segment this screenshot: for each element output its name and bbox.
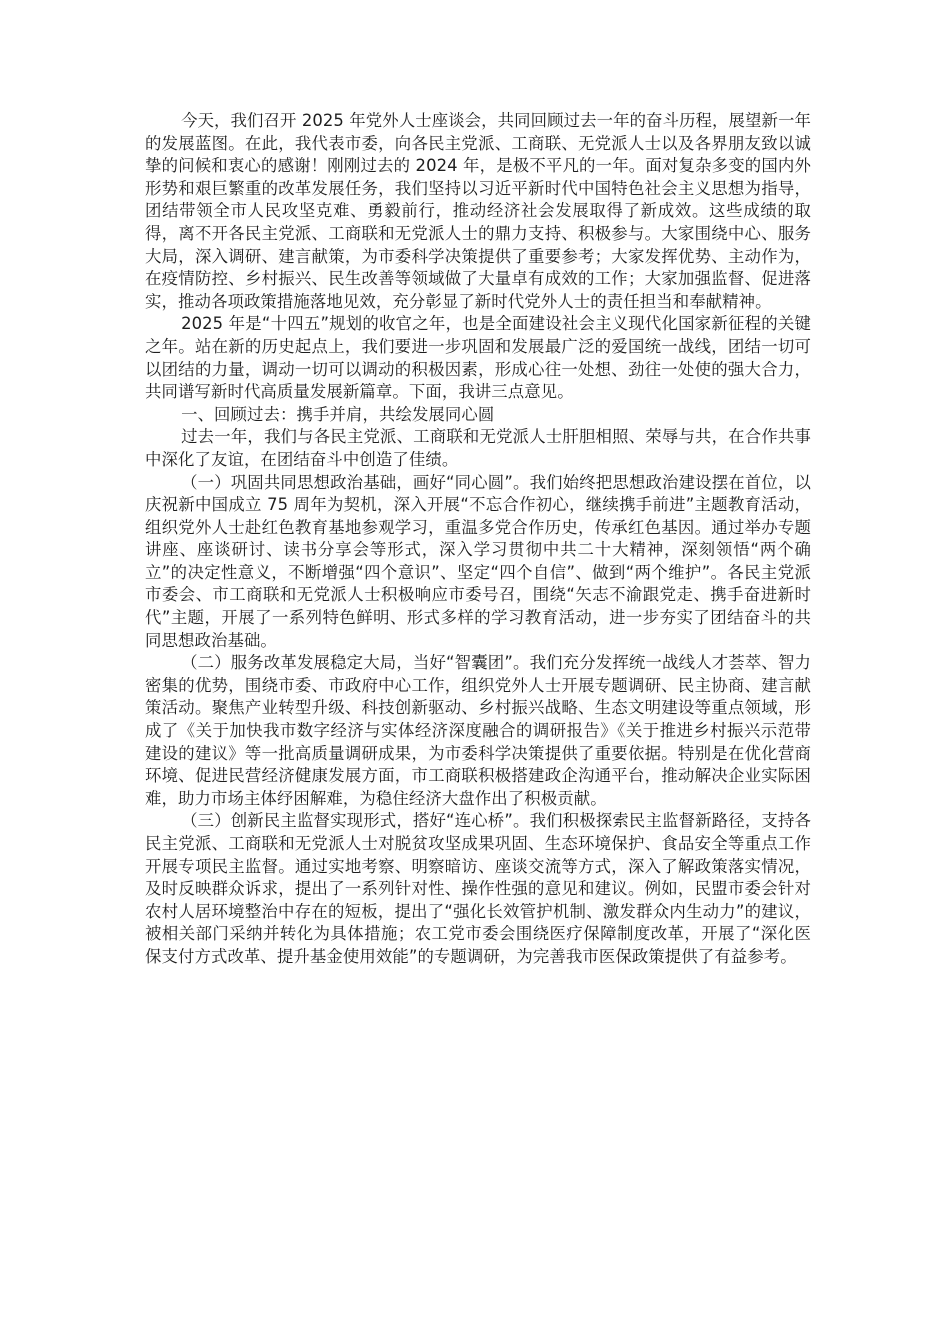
section-heading-1: 一、回顾过去：携手并肩，共绘发展同心圆 — [181, 404, 495, 424]
paragraph-2025-outlook: 2025 年是“十四五”规划的收官之年，也是全面建设社会主义现代化国家新征程的关键之年。站在新的历史起点上，我们要进一步巩固和发展最广泛的爱国统一战线，团结一切可以团结的力量，调动一切可以调动的积极因素，形成心往一处想、劲往一处使的强大合力，共同谱写新时代高质量发展新篇章。下面，我讲三点意见。 — [145, 314, 811, 402]
paragraph-past-year: 过去一年，我们与各民主党派、工商联和无党派人士肝胆相照、荣辱与共，在合作共事中深化了友谊，在团结奋斗中创造了佳绩。 — [145, 427, 811, 469]
document-body — [145, 110, 811, 969]
paragraph-item-2: （二）服务改革发展稳定大局，当好“智囊团”。我们充分发挥统一战线人才荟萃、智力密集的优势，围绕市委、市政府中心工作，组织党外人士开展专题调研、民主协商、建言献策活动。聚焦产业转型升级、科技创新驱动、乡村振兴战略、生态文明建设等重点领域，形成了《关于加快我市数字经济与实体经济深度融合的调研报告》《关于推进乡村振兴示范带建设的建议》等一批高质量调研成果，为市委科学决策提供了重要依据。特别是在优化营商环境、促进民营经济健康发展方面，市工商联积极搭建政企沟通平台，推动解决企业实际困难，助力市场主体纾困解难，为稳住经济大盘作出了积极贡献。 — [145, 653, 811, 808]
paragraph-item-3: （三）创新民主监督实现形式，搭好“连心桥”。我们积极探索民主监督新路径，支持各民主党派、工商联和无党派人士对脱贫攻坚成果巩固、生态环境保护、食品安全等重点工作开展专项民主监督。通过实地考察、明察暗访、座谈交流等方式，深入了解政策落实情况，及时反映群众诉求，提出了一系列针对性、操作性强的意见和建议。例如，民盟市委会针对农村人居环境整治中存在的短板，提出了“强化长效管护机制、激发群众内生动力”的建议，被相关部门采纳并转化为具体措施；农工党市委会围绕医疗保障制度改革，开展了“深化医保支付方式改革、提升基金使用效能”的专题调研，为完善我市医保政策提供了有益参考。 — [145, 811, 811, 966]
paragraph-item-1: （一）巩固共同思想政治基础，画好“同心圆”。我们始终把思想政治建设摆在首位，以庆祝新中国成立 75 周年为契机，深入开展“不忘合作初心，继续携手前进”主题教育活动，组织党外人士赴红色教育基地参观学习，重温多党合作历史，传承红色基因。通过举办专题讲座、座谈研讨、读书分享会等形式，深入学习贯彻中共二十大精神，深刻领悟“两个确立”的决定性意义，不断增强“四个意识”、坚定“四个自信”、做到“两个维护”。各民主党派市委会、市工商联和无党派人士积极响应市委号召，围绕“矢志不渝跟党走、携手奋进新时代”主题，开展了一系列特色鲜明、形式多样的学习教育活动，进一步夯实了团结奋斗的共同思想政治基础。 — [145, 472, 811, 650]
paragraph-opening: 今天，我们召开 2025 年党外人士座谈会，共同回顾过去一年的奋斗历程，展望新一年的发展蓝图。在此，我代表市委，向各民主党派、工商联、无党派人士以及各界朋友致以诚挚的问候和衷心的感谢！刚刚过去的 2024 年，是极不平凡的一年。面对复杂多变的国内外形势和艰巨繁重的改革发展任务，我们坚持以习近平新时代中国特色社会主义思想为指导，团结带领全市人民攻坚克难、勇毅前行，推动经济社会发展取得了新成效。这些成绩的取得，离不开各民主党派、工商联和无党派人士的鼎力支持、积极参与。大家围绕中心、服务大局，深入调研、建言献策，为市委科学决策提供了重要参考；大家发挥优势、主动作为，在疫情防控、乡村振兴、民生改善等领域做了大量卓有成效的工作；大家加强监督、促进落实，推动各项政策措施落地见效，充分彰显了新时代党外人士的责任担当和奉献精神。 — [145, 111, 811, 311]
